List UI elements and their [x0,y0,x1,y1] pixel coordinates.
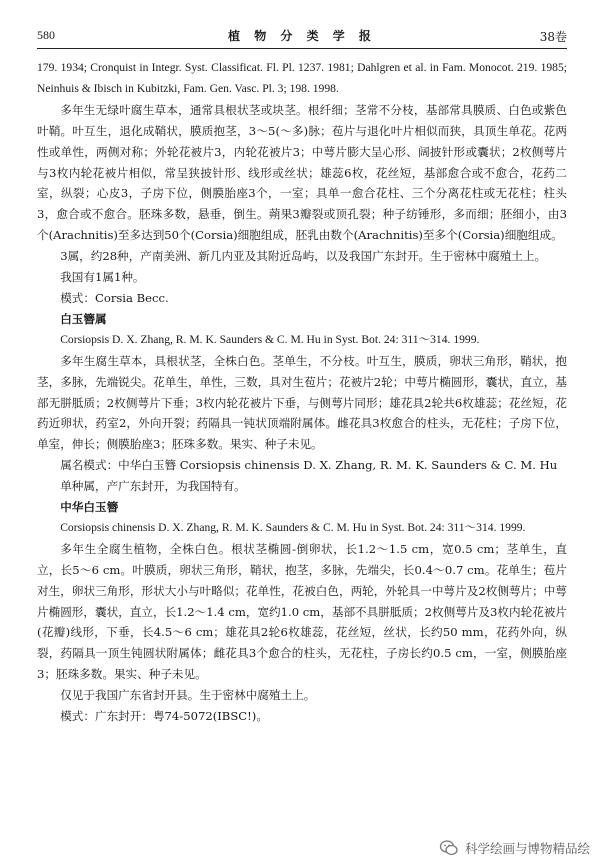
family-type: 模式：Corsia Becc. [60,290,169,305]
genus-description: 多年生腐生草本，具根状茎，全株白色。茎单生，不分枝。叶互生，膜质，卵状三角形，鞘状，抱茎，多脉，先端锐尖。花单生，单性，三数，具对生苞片；花被片2轮；中萼片椭圆形，囊状，直立，基部无胼胝质；2枚侧萼片下垂；3枚内轮花被片下垂，与侧萼片同形；雄花具2轮共6枚雄蕊；花丝短，花药近卵状，药室2，外向开裂；药隔具一钝状顶端附属体。雌花具3枚愈合的柱头，无花柱；子房下位，单室，伸长；侧膜胎座3；胚珠多数。果实、种子未见。 [37,353,567,452]
page-number: 580 [37,28,55,42]
species-heading: 中华白玉簪 [60,500,119,515]
genus-heading: 白玉簪属 [60,311,107,326]
article-body [37,58,567,727]
genus-type: 属名模式：中华白玉簪 Corsiopsis chinensis D. X. Zhang, R. M. K. Saunders & C. M. Hu [60,458,558,473]
family-distribution: 3属，约28种，产南美洲、新几内亚及其附近岛屿，以及我国广东封开。生于密林中腐殖土上。 [60,249,547,264]
species-citation: Corsiopsis chinensis D. X. Zhang, R. M. K. Saunders & C. M. Hu in Syst. Bot. 24: 311～314. 1999. [60,520,526,534]
species-type: 模式：广东封开：粤74-5072(IBSC!)。 [60,709,268,724]
watermark [439,836,590,860]
china-count: 我国有1属1种。 [60,270,145,285]
species-description: 多年生全腐生植物，全株白色。根状茎椭圆-倒卵状，长1.2～1.5 cm，宽0.5 cm；茎单生，直立，长5～6 cm。叶膜质，卵状三角形，鞘状，抱茎，多脉，先端尖，长0.4～0.7 cm。花单生；苞片对生，卵状三角形，形状大小与叶略似；花单性，花被白色，两轮，外轮具一中萼片及2枚侧萼片；中萼片椭圆形，囊状，直立，长1.2～1.4 cm，宽约1.0 cm，基部不具胼胝质；2枚侧萼片及3枚内轮花被片(花瓣)线形，下垂，长4.5～6 cm；雄花具2轮6枚雄蕊，花丝短，丝状，长约50 mm，花药外向，纵裂，药隔具一顶生钝圆状附属体；雌花具3个愈合的柱头，无花柱，子房长约0.5 cm，一室，侧膜胎座3；胚珠多数。果实、种子未见。 [37,541,567,682]
watermark-text: 科学绘画与博物精品绘 [464,841,590,856]
reference-continuation: 179. 1934; Cronquist in Integr. Syst. Classificat. Fl. Pl. 1237. 1981; Dahlgren et al. in Fam. Monocot. 219. 1985; Neinhuis & Ibisch in Kubitzki, Fam. Gen. Vasc. Pl. 3; 198. 1998. [37,61,567,95]
species-distribution: 仅见于我国广东省封开县。生于密林中腐殖土上。 [60,688,316,703]
genus-distribution: 单种属，产广东封开，为我国特有。 [60,479,246,494]
running-header [37,26,567,49]
family-description: 多年生无绿叶腐生草本，通常具根状茎或块茎。根纤细；茎常不分枝，基部常具膜质、白色或紫色叶鞘。叶互生，退化成鞘状，膜质抱茎，3～5(～多)脉；苞片与退化叶片相似而狭，具顶生单花。花两性或单性，两侧对称；外轮花被片3，内轮花被片3；中萼片膨大呈心形、阔披针形或囊状；2枚侧萼片与3枚内轮花被片相似，常呈狭披针形、线形或丝状；雄蕊6枚，花丝短，基部愈合或不愈合，花药二室，纵裂；心皮3，子房下位，侧膜胎座3个，一室；具单一愈合花柱、三个分离花柱或无花柱；柱头3，愈合或不愈合。胚珠多数，悬垂，倒生。蒴果3瓣裂或顶孔裂；种子纺锤形，多而细；胚细小，由3个(Arachnitis)至多达到50个(Corsia)细胞组成，胚乳由数个(Arachnitis)至多个(Corsia)细胞组成。 [37,102,567,243]
volume-label: 38卷 [539,30,567,44]
wechat-icon [439,838,459,858]
genus-citation: Corsiopsis D. X. Zhang, R. M. K. Saunders & C. M. Hu in Syst. Bot. 24: 311～314. 1999. [60,332,480,346]
journal-title: 植 物 分 类 学 报 [228,29,376,43]
